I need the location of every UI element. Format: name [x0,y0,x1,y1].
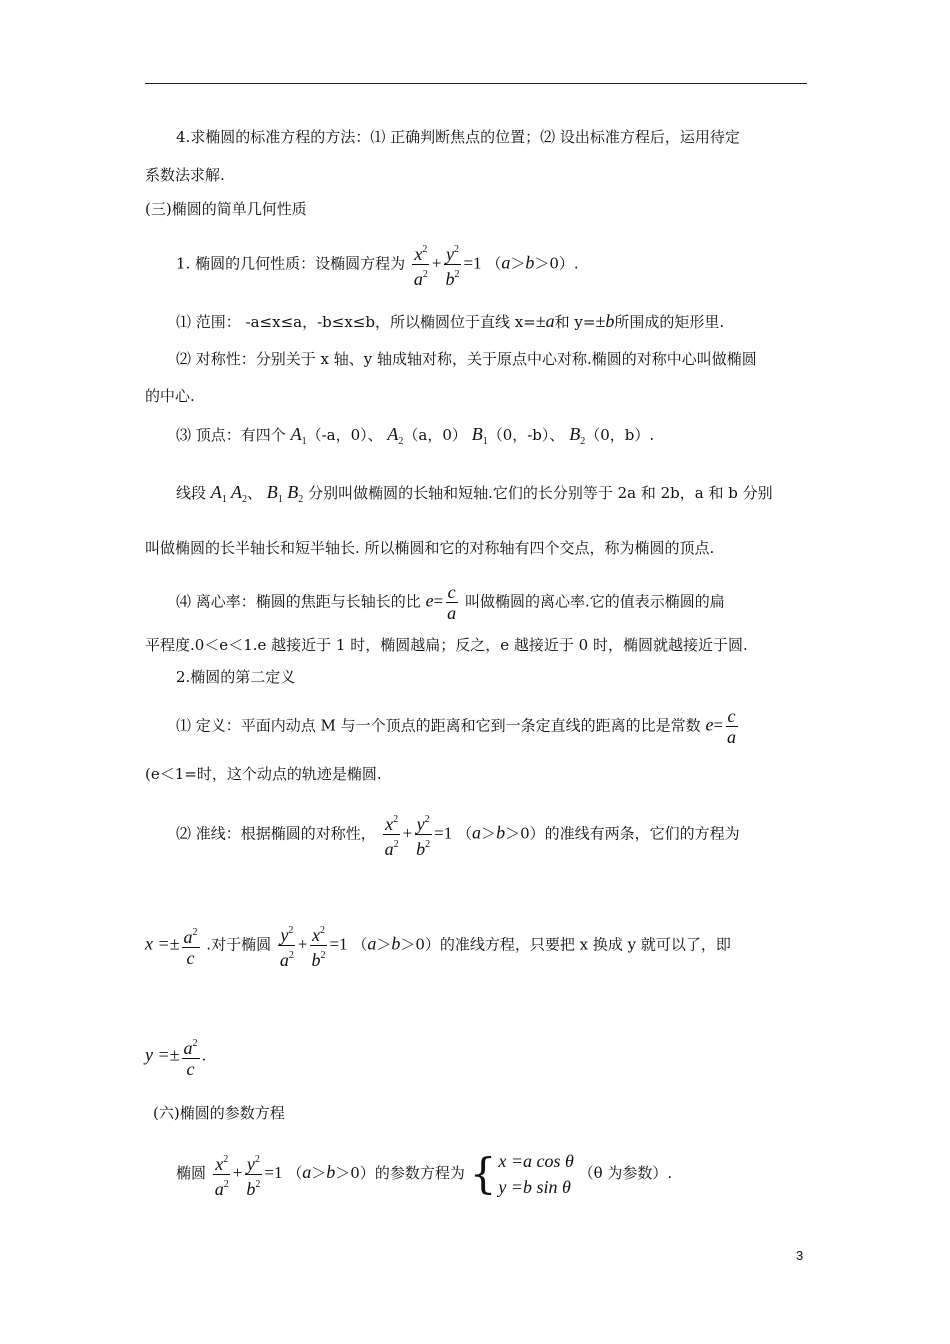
fraction-c-a: $\frac{c}{a}$ [447,582,457,623]
fraction-c-a: $\frac{c}{a}$ [727,706,737,747]
text-line: 系数法求解. [145,166,225,184]
vertices-line: ⑶ 顶点：有四个 $A_1(-a$，0）、 $A_2(a$，0） $B_1(0$，-b）、 $B_2(0$，b）. [176,424,655,447]
directrix-formula-line: x =± $\frac{a^2}{c}$ .对于椭圆 $\frac{y^2}{a^2}$ + $\frac{x^2}{b^2}$ =1 （a＞b＞0）的准线方程，只要把 x 换成 y 就可以了，即 [145,921,731,970]
parametric-system: { x =a cos θ y =b sin θ [469,1149,574,1198]
axes-line: 线段 $A_1$ $A_2$、 $B_1$ $B_2$ 分别叫做椭圆的长轴和短轴.它们的长分别等于 2a 和 2b，a 和 b 分别 [176,482,773,505]
text-line: (e＜1=时，这个动点的轨迹是椭圆. [145,765,382,783]
text-line: ⑴ 范围： -a≤x≤a，-b≤x≤b，所以椭圆位于直线 x=±a和 y=±b所围成的矩形里. [176,311,725,331]
section-heading: (三)椭圆的简单几何性质 [145,200,307,218]
text-line: 平程度.0＜e＜1.e 越接近于 1 时，椭圆越扁；反之，e 越接近于 0 时，椭圆就越接近于圆. [145,636,748,654]
fraction-y2-b2: $\frac{y^2}{b^2}$ [443,240,461,289]
section-heading: 2.椭圆的第二定义 [176,668,296,686]
eccentricity-line: ⑷ 离心率：椭圆的焦距与长轴长的比 e= $\frac{c}{a}$ 叫做椭圆的离心率.它的值表示椭圆的扁 [176,582,725,623]
formula-line: 1. 椭圆的几何性质：设椭圆方程为 $\frac{x^2}{a^2}$ + $\frac{y^2}{b^2}$ =1 （a＞b＞0）. [176,240,579,289]
definition-line: ⑴ 定义：平面内动点 M 与一个顶点的距离和它到一条定直线的距离的比是常数 e= $\frac{c}{a}$ [176,706,737,747]
text-line: 叫做椭圆的长半轴长和短半轴长. 所以椭圆和它的对称轴有四个交点，称为椭圆的顶点. [145,539,715,557]
directrix-line: ⑵ 准线：根据椭圆的对称性， $\frac{x^2}{a^2}$ + $\frac{y^2}{b^2}$ =1 （a＞b＞0）的准线有两条，它们的方程为 [176,810,740,859]
text-line: 的中心. [145,387,195,405]
text-line: ⑵ 对称性：分别关于 x 轴、y 轴成轴对称，关于原点中心对称.椭圆的对称中心叫做椭圆 [176,350,757,368]
page-number: 3 [796,1248,804,1263]
fraction-x2-a2: $\frac{x^2}{a^2}$ [412,240,430,289]
section-heading: (六)椭圆的参数方程 [153,1104,285,1122]
text-line: 4.求椭圆的标准方程的方法：⑴ 正确判断焦点的位置；⑵ 设出标准方程后，运用待定 [176,128,740,146]
parametric-line: 椭圆 $\frac{x^2}{a^2}$ + $\frac{y^2}{b^2}$ =1 （a＞b＞0）的参数方程为 { x =a cos θ y =b sin θ （θ 为参数）. [176,1149,673,1199]
directrix-y-line: y =± $\frac{a^2}{c}$ . [145,1034,206,1079]
header-rule [145,83,807,84]
